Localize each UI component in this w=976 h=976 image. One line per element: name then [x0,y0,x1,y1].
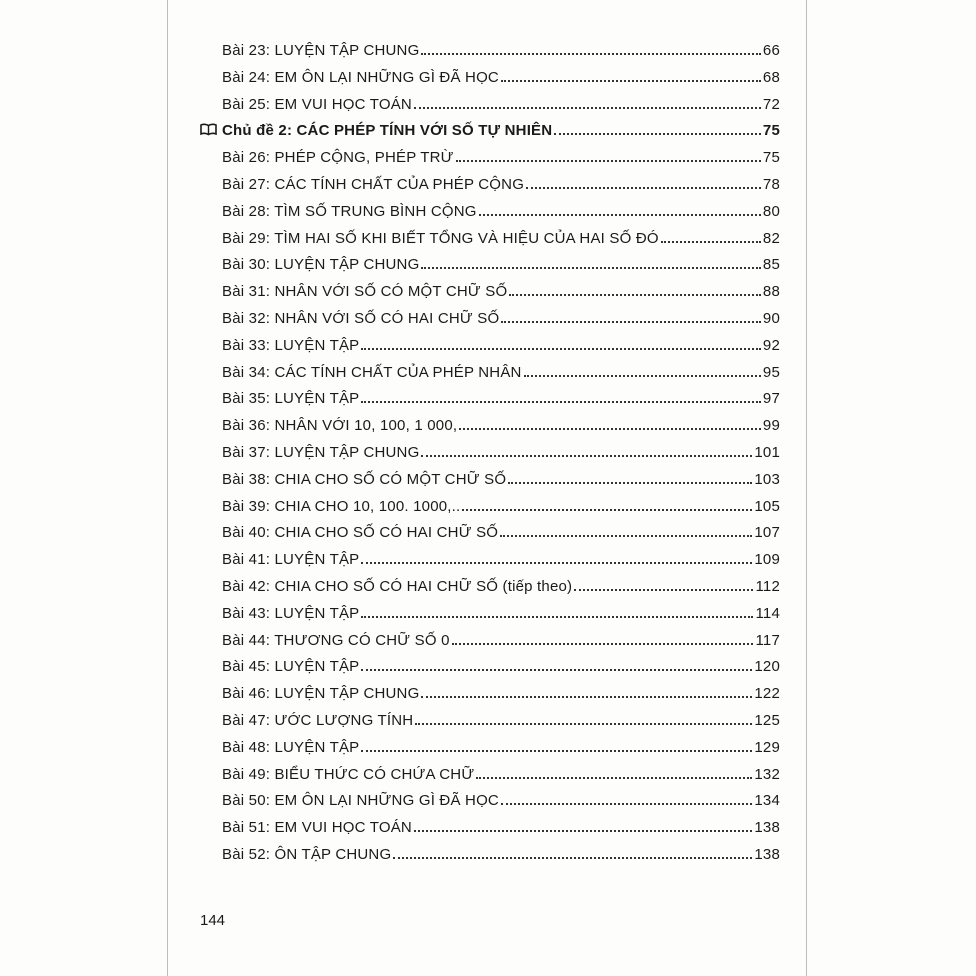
toc-entry-page: 109 [754,551,780,569]
toc-lesson-row [200,819,780,846]
toc-entry-title: Bài 37: LUYỆN TẬP CHUNG [222,443,420,461]
toc-lesson-row [200,256,780,283]
toc-entry-page: 97 [762,390,780,408]
toc-entry-title: Bài 26: PHÉP CỘNG, PHÉP TRỪ [222,149,454,167]
dot-leader [421,696,752,698]
toc-entry-title: Bài 42: CHIA CHO SỐ CÓ HAI CHỮ SỐ (tiếp theo) [222,577,573,595]
toc-entry-page: 114 [755,604,780,622]
toc-lesson-row [200,792,780,819]
toc-lesson-row [200,524,780,551]
toc-entry-title: Bài 47: ƯỚC LƯỢNG TÍNH [222,711,414,729]
toc-lesson-row [200,846,780,873]
toc-entry-page: 132 [754,765,780,783]
toc-entry-page: 75 [762,149,780,167]
toc-entry-title: Bài 24: EM ÔN LẠI NHỮNG GÌ ĐÃ HỌC [222,68,499,86]
dot-leader [462,509,752,511]
toc-entry-title: Bài 33: LUYỆN TẬP [222,336,360,354]
dot-leader [501,321,761,323]
toc-lesson-row [200,69,780,96]
toc-lesson-row [200,176,780,203]
toc-lesson-row [200,605,780,632]
page-border-left [167,0,168,976]
toc-lesson-row [200,444,780,471]
page-border-right [806,0,807,976]
toc-lesson-row [200,337,780,364]
toc-lesson-row [200,578,780,605]
toc-lesson-row [200,203,780,230]
toc-entry-page: 138 [754,819,780,837]
dot-leader [414,107,761,109]
dot-leader [415,723,752,725]
toc-entry-title: Bài 41: LUYỆN TẬP [222,551,360,569]
toc-entry-page: 92 [762,336,780,354]
toc-entry-title: Bài 30: LUYỆN TẬP CHUNG [222,256,420,274]
dot-leader [414,830,752,832]
toc-entry-page: 66 [762,42,780,59]
dot-leader [661,241,761,243]
toc-entry-page: 72 [762,95,780,113]
toc-lesson-row [200,230,780,257]
toc-entry-title: Bài 48: LUYỆN TẬP [222,738,360,756]
toc-entry-page: 103 [754,470,780,488]
dot-leader [509,294,761,296]
toc-entry-title: Bài 25: EM VUI HỌC TOÁN [222,95,412,113]
dot-leader [459,428,761,430]
dot-leader [421,455,752,457]
dot-leader [554,133,761,135]
toc-lesson-row [200,364,780,391]
toc-lesson-row [200,471,780,498]
toc-entry-title: Bài 52: ÔN TẬP CHUNG [222,845,392,863]
toc-entry-page: 85 [762,256,780,274]
toc-entry-page: 88 [762,283,780,301]
toc-entry-title: Bài 46: LUYỆN TẬP CHUNG [222,685,420,703]
toc-lesson-row [200,42,780,69]
toc-entry-page: 82 [762,229,780,247]
dot-leader [421,267,760,269]
toc-entry-page: 75 [762,122,780,140]
open-book-icon [200,123,217,136]
toc-entry-page: 117 [755,631,780,649]
page-number: 144 [200,912,226,929]
toc-entry-title: Bài 38: CHIA CHO SỐ CÓ MỘT CHỮ SỐ [222,470,507,488]
toc-entry-page: 101 [754,443,780,461]
toc-entry-title: Bài 43: LUYỆN TẬP [222,604,360,622]
dot-leader [501,80,761,82]
dot-leader [456,160,761,162]
dot-leader [508,482,752,484]
dot-leader [361,750,752,752]
toc-entry-title: Bài 32: NHÂN VỚI SỐ CÓ HAI CHỮ SỐ [222,309,500,327]
toc-entry-page: 78 [762,175,780,193]
toc-entry-title: Bài 31: NHÂN VỚI SỐ CÓ MỘT CHỮ SỐ [222,283,508,301]
toc-entry-page: 90 [762,309,780,327]
dot-leader [361,616,753,618]
dot-leader [421,53,760,55]
dot-leader [500,535,752,537]
dot-leader [361,401,761,403]
toc-lesson-row [200,551,780,578]
dot-leader [479,214,761,216]
toc-entry-title: Bài 34: CÁC TÍNH CHẤT CỦA PHÉP NHÂN [222,363,522,381]
toc-entry-page: 125 [754,711,780,729]
dot-leader [501,803,752,805]
toc-lesson-row [200,417,780,444]
toc-entry-title: Bài 44: THƯƠNG CÓ CHỮ SỐ 0 [222,631,450,649]
toc-topic-row [200,122,780,149]
toc-entry-title: Bài 29: TÌM HAI SỐ KHI BIẾT TỔNG VÀ HIỆU CỦA HAI SỐ ĐÓ [222,229,659,247]
dot-leader [452,643,754,645]
toc-entry-page: 120 [754,658,780,676]
dot-leader [361,669,752,671]
toc-lesson-row [200,685,780,712]
toc-entry-page: 105 [754,497,780,515]
toc-entry-title: Bài 28: TÌM SỐ TRUNG BÌNH CỘNG [222,202,477,220]
toc-entry-page: 99 [762,417,780,435]
toc-entry-page: 107 [754,524,780,542]
toc-lesson-row [200,96,780,123]
toc-entry-title: Bài 23: LUYỆN TẬP CHUNG [222,42,420,59]
dot-leader [361,562,752,564]
toc-lesson-row [200,149,780,176]
toc-entry-title: Bài 45: LUYỆN TẬP [222,658,360,676]
toc-entry-page: 95 [762,363,780,381]
toc-entry-page: 134 [754,792,780,810]
toc-entry-title: Bài 36: NHÂN VỚI 10, 100, 1 000, [222,417,458,435]
toc-entry-title: Bài 39: CHIA CHO 10, 100. 1000,.. [222,497,461,515]
dot-leader [524,375,761,377]
toc-entry-page: 129 [754,738,780,756]
toc-entry-page: 68 [762,68,780,86]
toc-lesson-row [200,310,780,337]
toc-entry-title: Bài 50: EM ÔN LẠI NHỮNG GÌ ĐÃ HỌC [222,792,499,810]
toc-entry-page: 112 [755,577,780,595]
toc-entry-title: Chủ đề 2: CÁC PHÉP TÍNH VỚI SỐ TỰ NHIÊN [222,122,553,140]
dot-leader [393,857,752,859]
toc-lesson-row [200,390,780,417]
toc-lesson-row [200,712,780,739]
toc-lesson-row [200,658,780,685]
toc-entry-title: Bài 51: EM VUI HỌC TOÁN [222,819,412,837]
toc-lesson-row [200,632,780,659]
toc-entry-page: 80 [762,202,780,220]
toc-entry-title: Bài 40: CHIA CHO SỐ CÓ HAI CHỮ SỐ [222,524,499,542]
dot-leader [526,187,761,189]
toc-entry-title: Bài 49: BIỂU THỨC CÓ CHỨA CHỮ [222,765,475,783]
toc-lesson-row [200,283,780,310]
dot-leader [361,348,761,350]
toc-lesson-row [200,739,780,766]
toc-lesson-row [200,498,780,525]
toc-entry-page: 138 [754,845,780,863]
toc-entry-title: Bài 27: CÁC TÍNH CHẤT CỦA PHÉP CỘNG [222,175,525,193]
dot-leader [476,777,752,779]
toc-lesson-row [200,766,780,793]
toc-entry-title: Bài 35: LUYỆN TẬP [222,390,360,408]
dot-leader [574,589,753,591]
table-of-contents [200,42,780,873]
toc-entry-page: 122 [754,685,780,703]
